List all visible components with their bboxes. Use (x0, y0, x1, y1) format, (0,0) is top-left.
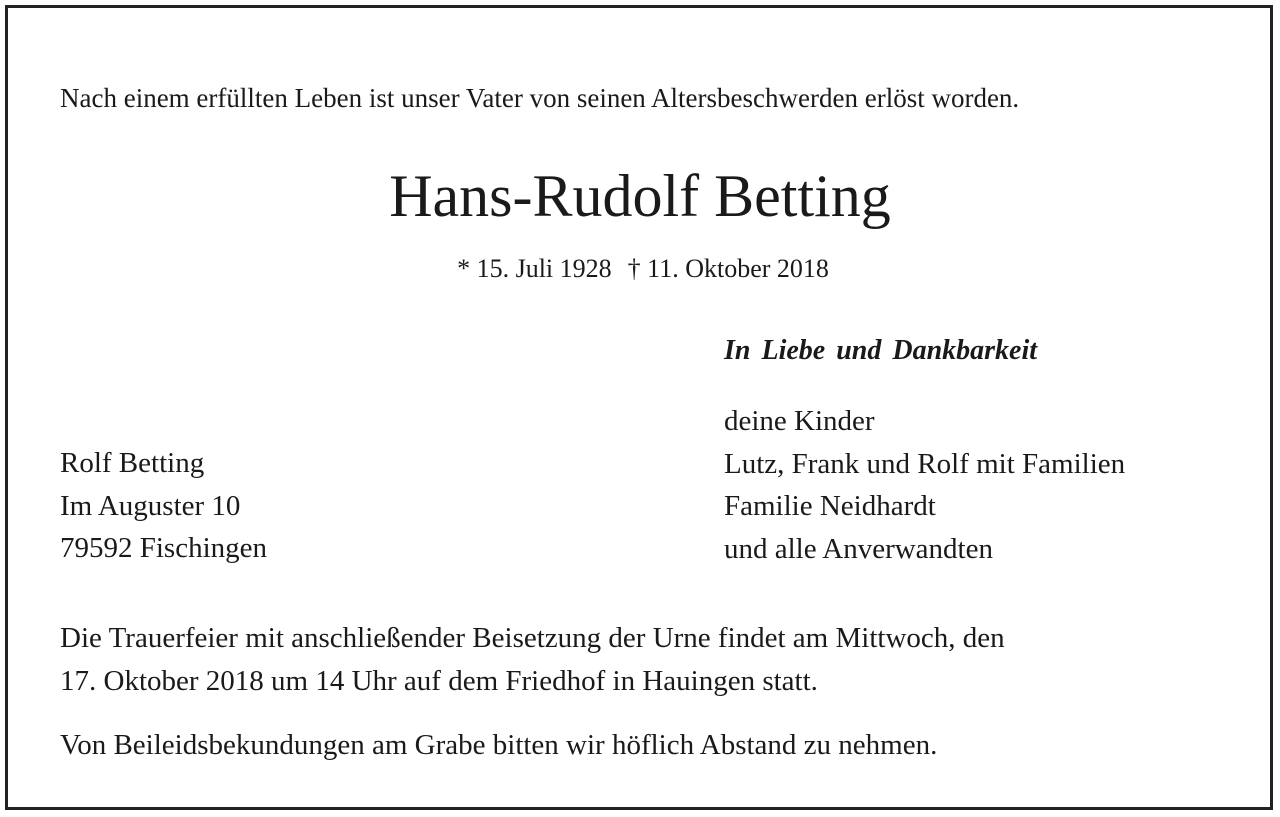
mourner-line: Familie Neidhardt (724, 490, 936, 522)
ceremony-info (60, 617, 1240, 703)
mourner-line: deine Kinder (724, 405, 875, 437)
intro-text: Nach einem erfüllten Leben ist unser Vater von seinen Altersbeschwerden erlöst worden. (60, 83, 1020, 113)
ceremony-line: 17. Oktober 2018 um 14 Uhr auf dem Friedhof in Hauingen statt. (60, 665, 818, 697)
condolence-note: Von Beileidsbekundungen am Grabe bitten wir höflich Abstand zu nehmen. (60, 729, 938, 761)
dedication-text: In Liebe und Dankbarkeit (724, 335, 1038, 366)
birth-date: * 15. Juli 1928 (457, 254, 612, 283)
death-date: † 11. Oktober 2018 (627, 254, 829, 283)
life-dates (0, 252, 1280, 286)
contact-street: Im Auguster 10 (60, 489, 241, 522)
mourner-line: und alle Anverwandten (724, 532, 993, 565)
contact-address (60, 442, 267, 570)
contact-city: 79592 Fischingen (60, 532, 268, 564)
ceremony-line: Die Trauerfeier mit anschließender Beisetzung der Urne findet am Mittwoch, den (60, 622, 1005, 654)
mourners-list (724, 400, 1125, 570)
deceased-name: Hans-Rudolf Betting (389, 163, 891, 229)
contact-name: Rolf Betting (60, 447, 205, 479)
mourner-line: Lutz, Frank und Rolf mit Familien (724, 447, 1126, 480)
